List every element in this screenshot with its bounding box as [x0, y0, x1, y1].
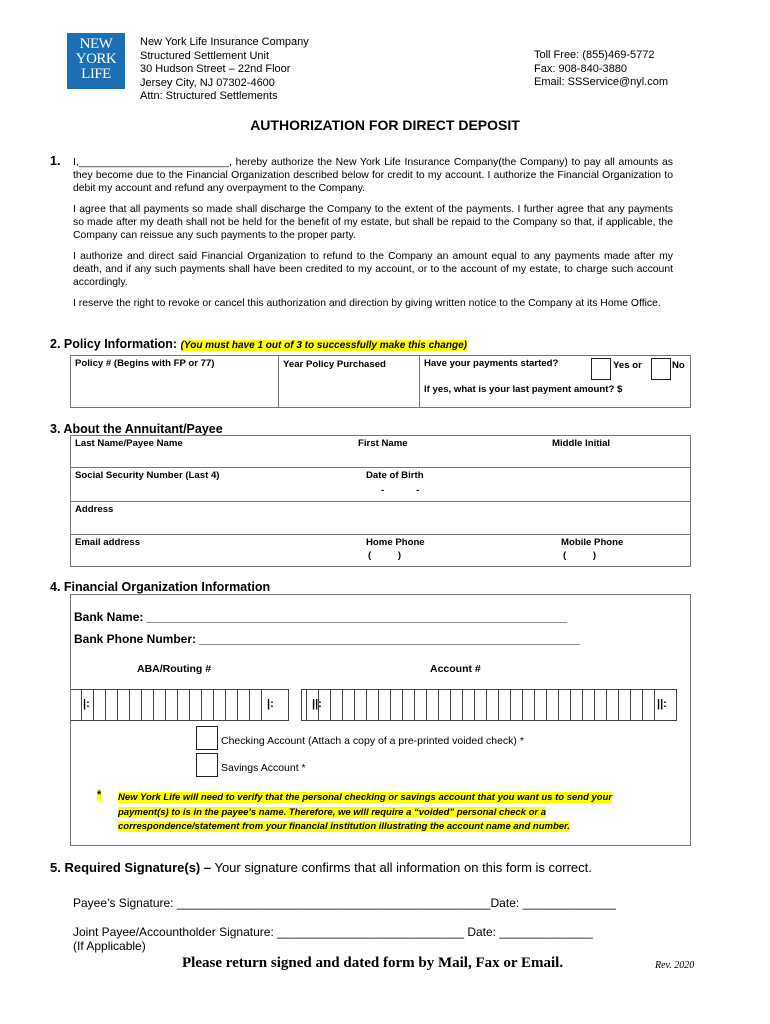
- no-checkbox[interactable]: [651, 358, 671, 380]
- no-label: No: [672, 360, 685, 371]
- first-name-label: First Name: [358, 438, 408, 449]
- account-end-symbol: ||:: [657, 698, 667, 710]
- fax: Fax: 908-840-3880: [534, 62, 627, 75]
- section-3-heading: 3. About the Annuitant/Payee: [50, 422, 223, 436]
- section-1-paragraph-1: I,__________________________, hereby authorize the New York Life Insurance Company(the Company) to pay all amounts as they become due to the Financial Organization described below for credit to my account. I authorize the Financial Organization to debit my account and refund any overpayment to the Company.: [73, 157, 673, 194]
- year-purchased-label: Year Policy Purchased: [283, 359, 386, 370]
- joint-signature-line[interactable]: Joint Payee/Accountholder Signature: ____________________________ Date: ______________: [73, 925, 593, 939]
- policy-info-box: [70, 355, 691, 408]
- section-1-paragraph-2: I agree that all payments so made shall discharge the Company to the extent of the payments. I further agree that any payments so made after my death shall not be held for the benefit of my estate, but shall be repaid to the Company so that, if applicable, the Company can reissue any such payments to the proper party.: [73, 204, 673, 241]
- account-number-field[interactable]: [301, 689, 677, 721]
- verification-notice-line: New York Life will need to verify that the personal checking or savings account that you want us to send your: [118, 792, 613, 803]
- section-1-paragraph-3: I authorize and direct said Financial Organization to refund to the Company an amount equal to any payments made after my death, and if any such payments shall have been credited to my account, or to the account of my estate, to charge such account accordingly.: [73, 251, 673, 288]
- section-2-heading: 2. Policy Information:: [50, 337, 178, 351]
- last-payment-amount-label: If yes, what is your last payment amount? $: [424, 384, 623, 395]
- form-title: AUTHORIZATION FOR DIRECT DEPOSIT: [250, 117, 520, 133]
- ssn-label: Social Security Number (Last 4): [75, 470, 220, 481]
- verification-notice-line: correspondence/statement from your financial institution illustrating the account name and number.: [118, 821, 570, 832]
- row-divider: [71, 501, 690, 502]
- mobile-phone-label: Mobile Phone: [561, 537, 624, 548]
- logo-line: LIFE: [81, 66, 111, 82]
- address-label: Address: [75, 504, 114, 515]
- middle-initial-label: Middle Initial: [552, 438, 611, 449]
- home-phone-format: ( ): [368, 550, 402, 561]
- payee-signature-line[interactable]: Payee’s Signature: _______________________________________________Date: ______________: [73, 896, 616, 910]
- last-name-label: Last Name/Payee Name: [75, 438, 183, 449]
- checking-account-checkbox[interactable]: [196, 726, 218, 750]
- section-5-subtext: Your signature confirms that all information on this form is correct.: [211, 860, 592, 875]
- company-street: 30 Hudson Street – 22nd Floor: [140, 63, 291, 75]
- logo-line: NEW: [79, 36, 113, 52]
- new-york-life-logo: [67, 33, 125, 89]
- dob-label: Date of Birth: [366, 470, 424, 481]
- section-5-heading: 5. Required Signature(s) –: [50, 860, 212, 875]
- row-divider: [71, 534, 690, 535]
- yes-label: Yes or: [613, 360, 642, 371]
- verification-notice-line: payment(s) to is in the payee’s name. Therefore, we will require a “voided” personal check or a: [118, 806, 546, 818]
- savings-account-label: Savings Account *: [221, 762, 306, 774]
- policy-number-label: Policy # (Begins with FP or 77): [75, 358, 215, 369]
- verification-notice: [118, 791, 612, 835]
- checking-account-label: Checking Account (Attach a copy of a pre-printed voided check) *: [221, 735, 524, 747]
- section-5-heading-row: [50, 860, 592, 875]
- email-label: Email address: [75, 537, 141, 548]
- bank-phone-field: Bank Phone Number: _________________________________________________________: [74, 632, 580, 646]
- account-number-label: Account #: [430, 663, 481, 675]
- bank-name-field: Bank Name: _______________________________________________________________: [74, 610, 568, 624]
- routing-digit-cells: [81, 690, 273, 720]
- section-1-paragraph-4: I reserve the right to revoke or cancel this authorization and direction by giving written notice to the Company at its Home Office.: [73, 298, 661, 309]
- payments-started-label: Have your payments started?: [424, 358, 559, 369]
- section-2-heading-row: [50, 337, 467, 351]
- section-4-heading: 4. Financial Organization Information: [50, 580, 271, 594]
- toll-free: Toll Free: (855)469-5772: [534, 49, 655, 61]
- divider: [278, 356, 279, 407]
- email: Email: SSService@nyl.com: [534, 76, 669, 88]
- savings-account-checkbox[interactable]: [196, 753, 218, 777]
- routing-start-symbol: |:: [83, 698, 90, 710]
- mobile-phone-format: ( ): [563, 550, 597, 561]
- company-address: [140, 36, 309, 104]
- logo-line: YORK: [75, 51, 117, 67]
- annuitant-box: [70, 435, 691, 567]
- account-digit-cells: [306, 690, 666, 720]
- row-divider: [71, 467, 690, 468]
- asterisk: *: [97, 789, 102, 801]
- return-instructions: Please return signed and dated form by Mail, Fax or Email.: [182, 955, 564, 971]
- company-unit: Structured Settlement Unit: [140, 49, 270, 62]
- if-applicable-note: (If Applicable): [73, 939, 146, 953]
- company-contact: [534, 49, 668, 90]
- company-attn: Attn: Structured Settlements: [140, 90, 278, 102]
- revision: Rev. 2020: [655, 960, 695, 971]
- home-phone-label: Home Phone: [366, 537, 425, 548]
- financial-org-box: [70, 594, 691, 846]
- routing-number-field[interactable]: [71, 689, 289, 721]
- company-city: Jersey City, NJ 07302-4600: [140, 76, 275, 89]
- account-start-symbol: ||:: [312, 698, 322, 710]
- company-name: New York Life Insurance Company: [140, 36, 309, 48]
- aba-routing-label: ABA/Routing #: [137, 663, 212, 675]
- routing-end-symbol: |:: [267, 698, 274, 710]
- dob-format: - -: [381, 485, 420, 496]
- divider: [419, 356, 420, 407]
- yes-checkbox[interactable]: [591, 358, 611, 380]
- section-2-note: (You must have 1 out of 3 to successfully make this change): [180, 340, 467, 351]
- section-1-number: 1.: [50, 154, 61, 168]
